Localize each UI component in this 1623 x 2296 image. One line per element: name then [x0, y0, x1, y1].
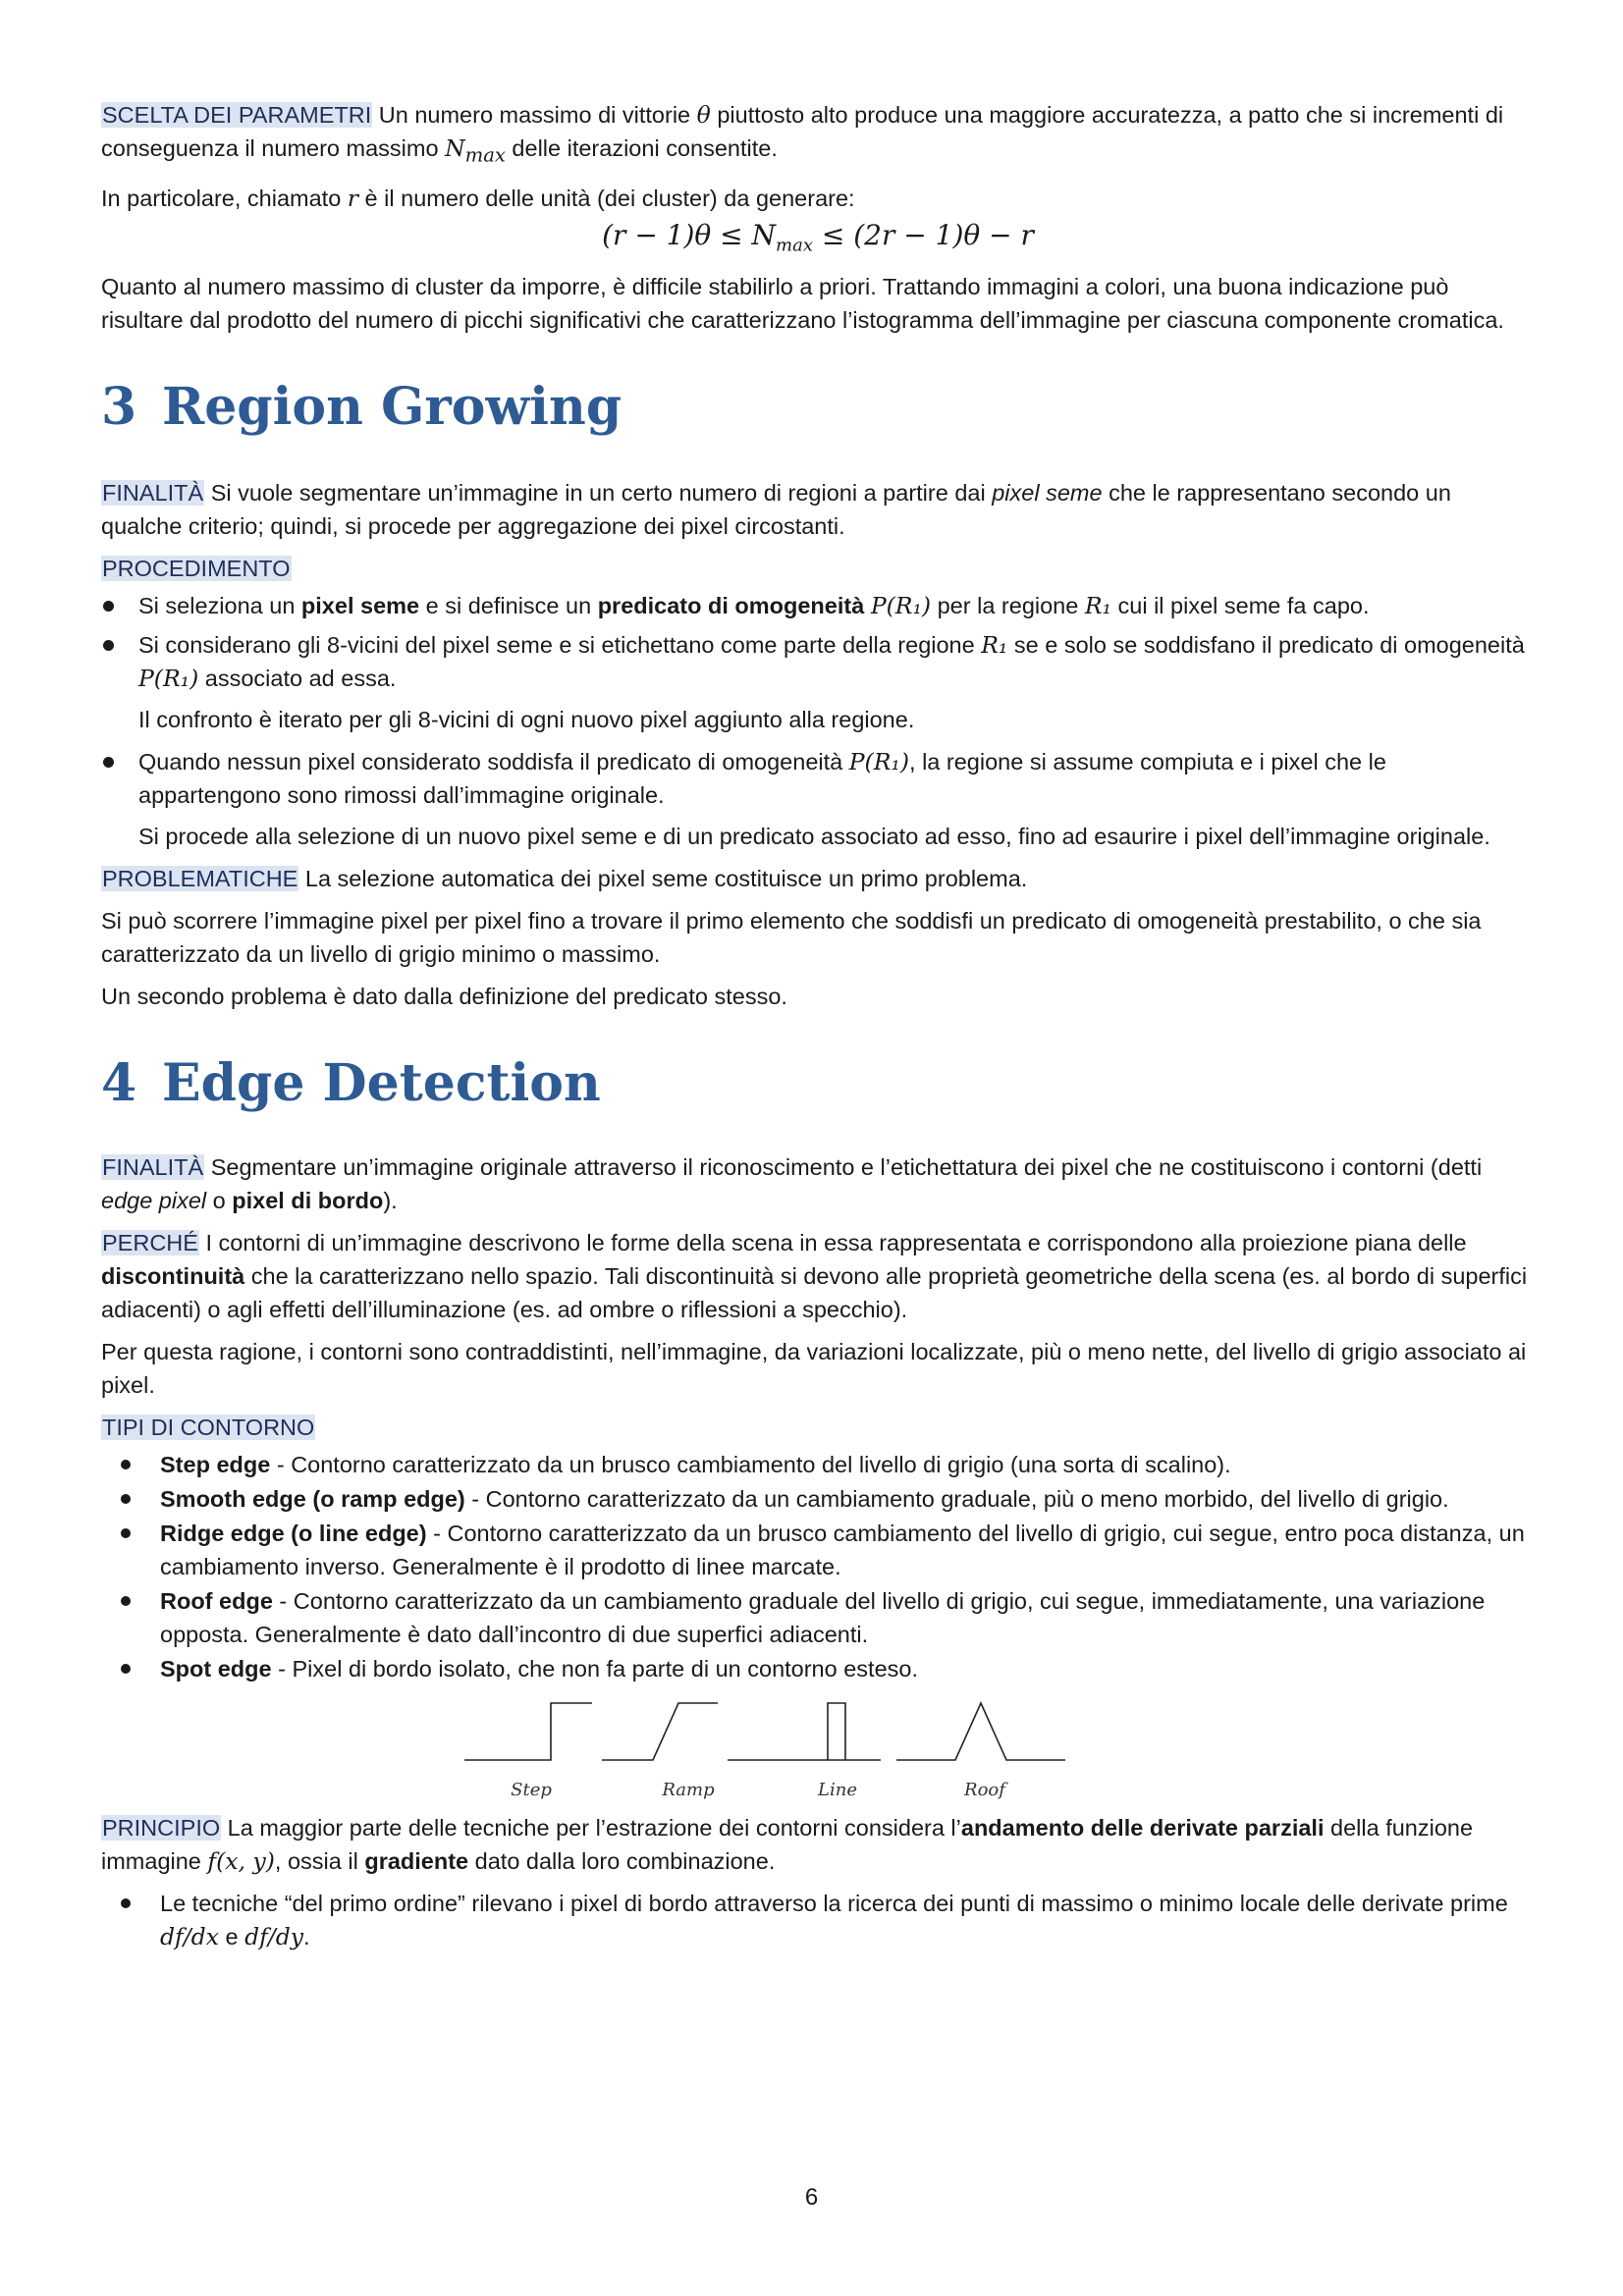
section-heading-region-growing: 3 Region Growing	[101, 377, 622, 438]
step-profile	[464, 1703, 592, 1760]
particular-paragraph: In particolare, chiamato r è il numero delle unità (dei cluster) da generare:	[101, 184, 855, 212]
list-item: Smooth edge (o ramp edge) - Contorno caratterizzato da un cambiamento graduale, più o meno morbido, del livello di grigio.	[101, 1482, 1535, 1516]
principio-paragraph: PRINCIPIO La maggior parte delle tecniche per l’estrazione dei contorni considera l’andamento delle derivate parziali della funzione immagine f(x, y), ossia il gradiente dato dalla loro combinazione.	[101, 1815, 1474, 1876]
nmax-symbol: $N_{max}$	[445, 134, 506, 167]
list-item: Roof edge - Contorno caratterizzato da un cambiamento graduale del livello di grigio, cui segue, immediatamente, una variazione opposta. Generalmente è dato dall’incontro di due superfici adiacenti.	[101, 1584, 1535, 1651]
theta-symbol: θ	[696, 101, 711, 129]
problematiche-paragraph: PROBLEMATICHE La selezione automatica dei pixel seme costituisce un primo problema.	[102, 866, 1028, 892]
list-item: Si seleziona un pixel seme e si definisce un predicato di omogeneità P(R₁) per la regione R₁ cui il pixel seme fa capo.	[101, 589, 1535, 622]
page-number: 6	[804, 2184, 819, 2211]
ramp-label: Ramp	[662, 1780, 715, 1801]
scan-paragraph: Si può scorrere l’immagine pixel per pixel fino a trovare il primo elemento che soddisfi un predicato di omogeneità prestabilito, o che sia caratterizzato da un livello di grigio minimo o massimo.	[101, 908, 1482, 968]
line-label: Line	[818, 1780, 857, 1801]
reason-paragraph: Per questa ragione, i contorni sono contraddistinti, nell’immagine, da variazioni localizzate, più o meno nette, del livello di grigio associato ai pixel.	[101, 1339, 1527, 1399]
edge-finalita-paragraph: FINALITÀ Segmentare un’immagine originale attraverso il riconoscimento e l’etichettatura dei pixel che ne costituiscono i contorni (detti edge pixel o pixel di bordo).	[101, 1154, 1483, 1214]
document-page	[101, 98, 1535, 1954]
max-cluster-paragraph: Quanto al numero massimo di cluster da imporre, è difficile stabilirlo a priori. Trattando immagini a colori, una buona indicazione può risultare dal prodotto del numero di picchi significativi che caratterizzano l’istogramma dell’immagine per ciascuna componente cromatica.	[101, 274, 1504, 334]
procedure-note-1: Il confronto è iterato per gli 8-vicini di ogni nuovo pixel aggiunto alla regione.	[138, 707, 915, 733]
region-finalita-paragraph: FINALITÀ Si vuole segmentare un’immagine in un certo numero di regioni a partire dai pixel seme che le rappresentano secondo un qualche criterio; quindi, si procede per aggregazione dei pixel circostanti.	[101, 480, 1451, 540]
list-item: Si considerano gli 8-vicini del pixel seme e si etichettano come parte della regione R₁ se e solo se soddisfano il predicato di omogeneità P(R₁) associato ad essa.	[101, 628, 1535, 695]
step-label: Step	[511, 1780, 552, 1801]
list-item: Step edge - Contorno caratterizzato da un brusco cambiamento del livello di grigio (una sorta di scalino).	[101, 1448, 1535, 1481]
parameters-label: SCELTA DEI PARAMETRI	[102, 102, 372, 128]
second-problem-paragraph: Un secondo problema è dato dalla definizione del predicato stesso.	[101, 984, 787, 1010]
cluster-equation: $(r - 1)\theta \le N_{max} \le (2r - 1)\theta - r$	[602, 218, 1034, 256]
parameters-paragraph: SCELTA DEI PARAMETRI Un numero massimo di vittorie θ piuttosto alto produce una maggiore accuratezza, a patto che si incrementi di conseguenza il numero massimo $N_{max}$ delle iterazioni consentite.	[101, 101, 1504, 167]
edge-profiles-figure	[464, 1691, 1171, 1807]
roof-label: Roof	[964, 1780, 1005, 1801]
list-item: Le tecniche “del primo ordine” rilevano i pixel di bordo attraverso la ricerca dei punti di massimo o minimo locale delle derivate prime df/dx e df/dy.	[101, 1887, 1535, 1953]
tipi-label-line: TIPI DI CONTORNO	[102, 1415, 315, 1441]
procedure-list	[101, 589, 1535, 695]
procedure-note-2: Si procede alla selezione di un nuovo pixel seme e di un predicato associato ad esso, fino ad esaurire i pixel dell’immagine originale.	[138, 824, 1490, 850]
list-item: Ridge edge (o line edge) - Contorno caratterizzato da un brusco cambiamento del livello di grigio, cui segue, entro poca distanza, un cambiamento inverso. Generalmente è il prodotto di linee marcate.	[101, 1517, 1535, 1583]
line-spike	[828, 1703, 845, 1760]
section-heading-edge-detection: 4 Edge Detection	[101, 1053, 601, 1114]
list-item: Spot edge - Pixel di bordo isolato, che non fa parte di un contorno esteso.	[101, 1652, 1535, 1685]
techniques-list	[101, 1887, 1535, 1953]
ramp-profile	[602, 1703, 718, 1760]
roof-profile	[896, 1703, 1065, 1760]
perche-paragraph: PERCHÉ I contorni di un’immagine descrivono le forme della scena in essa rappresentata e corrispondono alla proiezione piana delle discontinuità che la caratterizzano nello spazio. Tali discontinuità si devono alle proprietà geometriche della scena (es. al bordo di superfici adiacenti) o agli effetti dell’illuminazione (es. ad ombre o riflessioni a specchio).	[101, 1230, 1528, 1323]
edge-types-list	[101, 1448, 1535, 1685]
edge-profiles-diagram	[101, 1691, 1535, 1807]
procedimento-label-line: PROCEDIMENTO	[102, 556, 291, 582]
list-item: Quando nessun pixel considerato soddisfa il predicato di omogeneità P(R₁), la regione si assume compiuta e i pixel che le appartengono sono rimossi dall’immagine originale.	[101, 745, 1535, 812]
